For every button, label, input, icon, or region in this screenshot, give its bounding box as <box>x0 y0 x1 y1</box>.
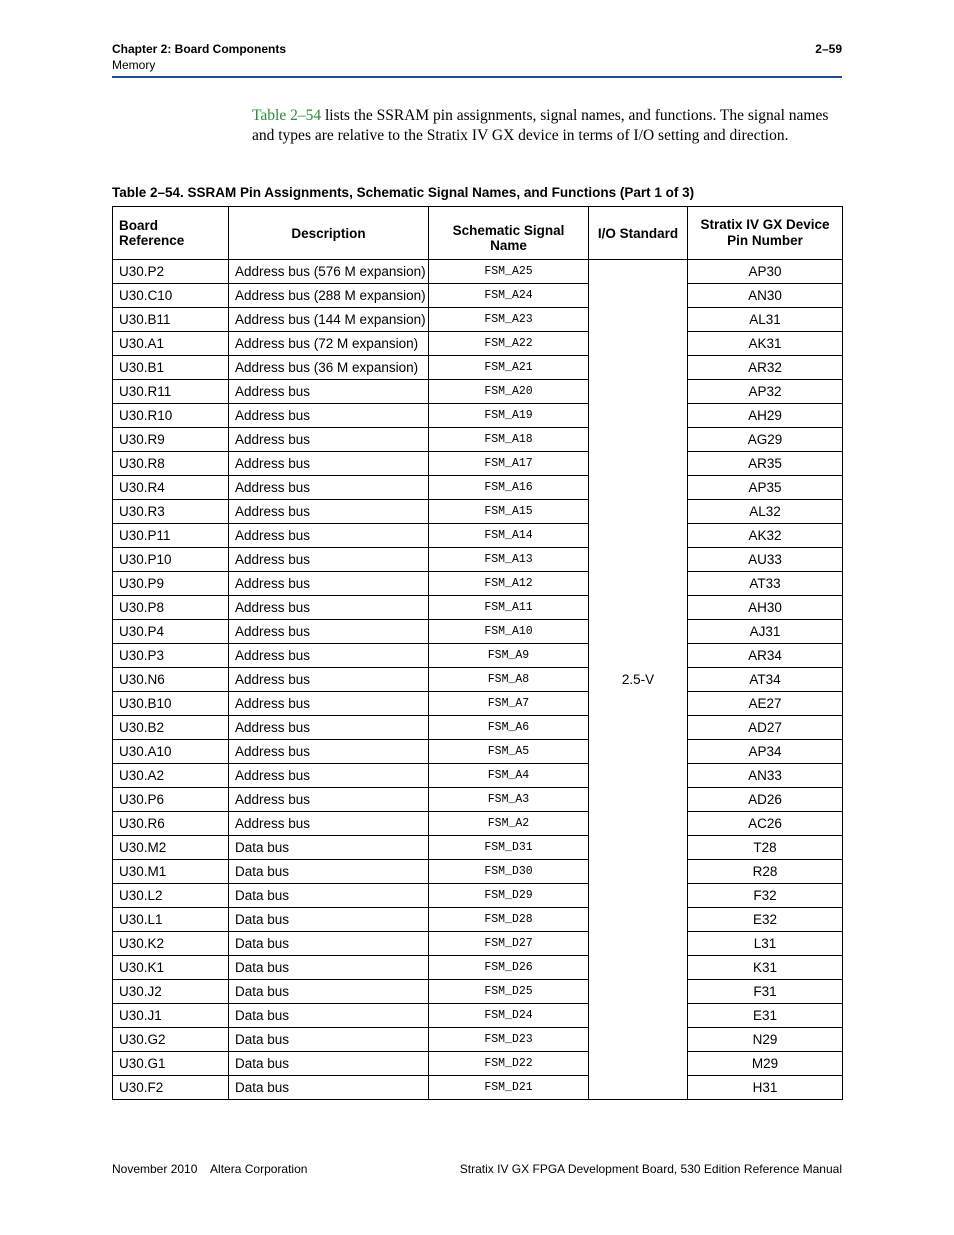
signal-name-cell: FSM_A16 <box>429 476 589 500</box>
pin-number-cell: M29 <box>688 1052 843 1076</box>
signal-name-cell: FSM_D26 <box>429 956 589 980</box>
section-title: Memory <box>112 58 156 72</box>
board-reference-cell: U30.B10 <box>113 692 229 716</box>
page-header <box>112 42 842 72</box>
pin-number-cell: AK31 <box>688 332 843 356</box>
table-caption: Table 2–54. SSRAM Pin Assignments, Schematic Signal Names, and Functions (Part 1 of 3) <box>112 185 695 200</box>
table-row <box>113 620 843 644</box>
signal-name-cell: FSM_A21 <box>429 356 589 380</box>
board-reference-cell: U30.R11 <box>113 380 229 404</box>
pin-number-cell: AD27 <box>688 716 843 740</box>
pin-number-cell: L31 <box>688 932 843 956</box>
table-row <box>113 908 843 932</box>
table-row <box>113 1028 843 1052</box>
description-cell: Address bus <box>229 476 429 500</box>
pin-number-cell: AP32 <box>688 380 843 404</box>
table-row <box>113 668 843 692</box>
description-cell: Address bus (72 M expansion) <box>229 332 429 356</box>
signal-name-cell: FSM_D24 <box>429 1004 589 1028</box>
description-cell: Data bus <box>229 836 429 860</box>
page-number: 2–59 <box>815 42 842 56</box>
description-cell: Address bus <box>229 692 429 716</box>
board-reference-cell: U30.G2 <box>113 1028 229 1052</box>
intro-paragraph <box>252 106 842 146</box>
board-reference-cell: U30.P8 <box>113 596 229 620</box>
ssram-pin-table <box>112 206 843 1100</box>
board-reference-cell: U30.P2 <box>113 260 229 284</box>
description-cell: Data bus <box>229 956 429 980</box>
pin-number-cell: K31 <box>688 956 843 980</box>
table-row <box>113 476 843 500</box>
board-reference-cell: U30.R8 <box>113 452 229 476</box>
table-row <box>113 308 843 332</box>
pin-number-cell: AG29 <box>688 428 843 452</box>
board-reference-cell: U30.J1 <box>113 1004 229 1028</box>
pin-number-cell: AP35 <box>688 476 843 500</box>
signal-name-cell: FSM_A5 <box>429 740 589 764</box>
table-row <box>113 860 843 884</box>
description-cell: Address bus (144 M expansion) <box>229 308 429 332</box>
description-cell: Address bus <box>229 500 429 524</box>
pin-number-cell: F31 <box>688 980 843 1004</box>
board-reference-cell: U30.P10 <box>113 548 229 572</box>
signal-name-cell: FSM_A17 <box>429 452 589 476</box>
board-reference-cell: U30.K1 <box>113 956 229 980</box>
header-description: Description <box>229 207 429 260</box>
table-row <box>113 884 843 908</box>
board-reference-cell: U30.M1 <box>113 860 229 884</box>
page-footer <box>112 1162 842 1176</box>
signal-name-cell: FSM_A2 <box>429 812 589 836</box>
table-row <box>113 356 843 380</box>
board-reference-cell: U30.F2 <box>113 1076 229 1100</box>
pin-number-cell: AU33 <box>688 548 843 572</box>
description-cell: Address bus <box>229 788 429 812</box>
description-cell: Address bus (576 M expansion) <box>229 260 429 284</box>
table-row <box>113 404 843 428</box>
signal-name-cell: FSM_D23 <box>429 1028 589 1052</box>
signal-name-cell: FSM_A24 <box>429 284 589 308</box>
table-row <box>113 548 843 572</box>
signal-name-cell: FSM_A10 <box>429 620 589 644</box>
pin-number-cell: AD26 <box>688 788 843 812</box>
board-reference-cell: U30.R10 <box>113 404 229 428</box>
description-cell: Address bus <box>229 740 429 764</box>
description-cell: Address bus <box>229 764 429 788</box>
signal-name-cell: FSM_A25 <box>429 260 589 284</box>
description-cell: Address bus <box>229 548 429 572</box>
signal-name-cell: FSM_A15 <box>429 500 589 524</box>
header-io-standard: I/O Standard <box>589 207 688 260</box>
description-cell: Data bus <box>229 980 429 1004</box>
description-cell: Address bus <box>229 380 429 404</box>
board-reference-cell: U30.R6 <box>113 812 229 836</box>
table-row <box>113 692 843 716</box>
board-reference-cell: U30.A10 <box>113 740 229 764</box>
signal-name-cell: FSM_A11 <box>429 596 589 620</box>
pin-number-cell: AE27 <box>688 692 843 716</box>
signal-name-cell: FSM_A18 <box>429 428 589 452</box>
header-signal-name: Schematic Signal Name <box>429 207 589 260</box>
description-cell: Address bus <box>229 596 429 620</box>
board-reference-cell: U30.J2 <box>113 980 229 1004</box>
pin-number-cell: AH29 <box>688 404 843 428</box>
board-reference-cell: U30.L2 <box>113 884 229 908</box>
description-cell: Data bus <box>229 1004 429 1028</box>
footer-right: Stratix IV GX FPGA Development Board, 530 Edition Reference Manual <box>459 1162 842 1176</box>
table-row <box>113 980 843 1004</box>
description-cell: Address bus (288 M expansion) <box>229 284 429 308</box>
header-rule <box>112 76 842 78</box>
table-row <box>113 644 843 668</box>
pin-number-cell: AL31 <box>688 308 843 332</box>
table-row <box>113 716 843 740</box>
board-reference-cell: U30.C10 <box>113 284 229 308</box>
signal-name-cell: FSM_D21 <box>429 1076 589 1100</box>
table-row <box>113 428 843 452</box>
table-body <box>113 260 843 1100</box>
description-cell: Data bus <box>229 1076 429 1100</box>
signal-name-cell: FSM_A8 <box>429 668 589 692</box>
signal-name-cell: FSM_A14 <box>429 524 589 548</box>
table-row <box>113 836 843 860</box>
description-cell: Data bus <box>229 884 429 908</box>
pin-number-cell: AJ31 <box>688 620 843 644</box>
description-cell: Data bus <box>229 1052 429 1076</box>
pin-number-cell: F32 <box>688 884 843 908</box>
description-cell: Address bus <box>229 428 429 452</box>
pin-number-cell: AH30 <box>688 596 843 620</box>
signal-name-cell: FSM_A4 <box>429 764 589 788</box>
signal-name-cell: FSM_D28 <box>429 908 589 932</box>
pin-number-cell: AT33 <box>688 572 843 596</box>
pin-number-cell: AR34 <box>688 644 843 668</box>
pin-number-cell: H31 <box>688 1076 843 1100</box>
board-reference-cell: U30.P6 <box>113 788 229 812</box>
description-cell: Address bus <box>229 644 429 668</box>
table-row <box>113 956 843 980</box>
table-row <box>113 284 843 308</box>
io-standard-cell: 2.5-V <box>589 260 688 1100</box>
intro-text: lists the SSRAM pin assignments, signal names, and functions. The signal names and types are relative to the Stratix IV GX device in terms of I/O setting and direction. <box>252 107 829 144</box>
description-cell: Address bus <box>229 716 429 740</box>
board-reference-cell: U30.G1 <box>113 1052 229 1076</box>
table-row <box>113 572 843 596</box>
pin-number-cell: T28 <box>688 836 843 860</box>
description-cell: Address bus <box>229 668 429 692</box>
pin-number-cell: AN30 <box>688 284 843 308</box>
table-row <box>113 332 843 356</box>
table-row <box>113 788 843 812</box>
table-row <box>113 452 843 476</box>
signal-name-cell: FSM_D29 <box>429 884 589 908</box>
table-row <box>113 932 843 956</box>
signal-name-cell: FSM_D22 <box>429 1052 589 1076</box>
board-reference-cell: U30.B1 <box>113 356 229 380</box>
board-reference-cell: U30.K2 <box>113 932 229 956</box>
table-row <box>113 500 843 524</box>
description-cell: Address bus <box>229 812 429 836</box>
pin-number-cell: AT34 <box>688 668 843 692</box>
pin-number-cell: AN33 <box>688 764 843 788</box>
description-cell: Data bus <box>229 860 429 884</box>
pin-number-cell: AR35 <box>688 452 843 476</box>
board-reference-cell: U30.R9 <box>113 428 229 452</box>
description-cell: Address bus <box>229 524 429 548</box>
board-reference-cell: U30.P3 <box>113 644 229 668</box>
signal-name-cell: FSM_D31 <box>429 836 589 860</box>
board-reference-cell: U30.P9 <box>113 572 229 596</box>
board-reference-cell: U30.P11 <box>113 524 229 548</box>
header-pin-number: Stratix IV GX Device Pin Number <box>688 207 843 260</box>
signal-name-cell: FSM_A20 <box>429 380 589 404</box>
signal-name-cell: FSM_A12 <box>429 572 589 596</box>
table-row <box>113 1004 843 1028</box>
table-link[interactable]: Table 2–54 <box>252 107 322 124</box>
pin-number-cell: E31 <box>688 1004 843 1028</box>
table-row <box>113 812 843 836</box>
pin-number-cell: AK32 <box>688 524 843 548</box>
signal-name-cell: FSM_A19 <box>429 404 589 428</box>
pin-number-cell: AP30 <box>688 260 843 284</box>
description-cell: Address bus <box>229 452 429 476</box>
header-row <box>112 42 842 56</box>
board-reference-cell: U30.P4 <box>113 620 229 644</box>
signal-name-cell: FSM_A22 <box>429 332 589 356</box>
pin-number-cell: R28 <box>688 860 843 884</box>
signal-name-cell: FSM_D30 <box>429 860 589 884</box>
table-row <box>113 596 843 620</box>
table-row <box>113 380 843 404</box>
signal-name-cell: FSM_D27 <box>429 932 589 956</box>
table-row <box>113 1052 843 1076</box>
table-row <box>113 764 843 788</box>
signal-name-cell: FSM_A9 <box>429 644 589 668</box>
board-reference-cell: U30.N6 <box>113 668 229 692</box>
signal-name-cell: FSM_A6 <box>429 716 589 740</box>
board-reference-cell: U30.A1 <box>113 332 229 356</box>
header-board-reference: Board Reference <box>113 207 229 260</box>
pin-number-cell: E32 <box>688 908 843 932</box>
footer-left: November 2010 Altera Corporation <box>112 1162 308 1176</box>
table-row <box>113 1076 843 1100</box>
board-reference-cell: U30.R4 <box>113 476 229 500</box>
chapter-title: Chapter 2: Board Components <box>112 42 287 56</box>
pin-number-cell: N29 <box>688 1028 843 1052</box>
table-row <box>113 524 843 548</box>
description-cell: Data bus <box>229 1028 429 1052</box>
pin-number-cell: AP34 <box>688 740 843 764</box>
board-reference-cell: U30.R3 <box>113 500 229 524</box>
description-cell: Data bus <box>229 932 429 956</box>
pin-number-cell: AR32 <box>688 356 843 380</box>
pin-number-cell: AC26 <box>688 812 843 836</box>
table-row <box>113 740 843 764</box>
board-reference-cell: U30.B2 <box>113 716 229 740</box>
signal-name-cell: FSM_A3 <box>429 788 589 812</box>
signal-name-cell: FSM_D25 <box>429 980 589 1004</box>
description-cell: Address bus (36 M expansion) <box>229 356 429 380</box>
board-reference-cell: U30.A2 <box>113 764 229 788</box>
board-reference-cell: U30.M2 <box>113 836 229 860</box>
signal-name-cell: FSM_A13 <box>429 548 589 572</box>
signal-name-cell: FSM_A7 <box>429 692 589 716</box>
signal-name-cell: FSM_A23 <box>429 308 589 332</box>
board-reference-cell: U30.B11 <box>113 308 229 332</box>
table-header-row <box>113 207 843 260</box>
description-cell: Address bus <box>229 572 429 596</box>
board-reference-cell: U30.L1 <box>113 908 229 932</box>
description-cell: Address bus <box>229 404 429 428</box>
description-cell: Data bus <box>229 908 429 932</box>
table-row <box>113 260 843 284</box>
pin-number-cell: AL32 <box>688 500 843 524</box>
description-cell: Address bus <box>229 620 429 644</box>
